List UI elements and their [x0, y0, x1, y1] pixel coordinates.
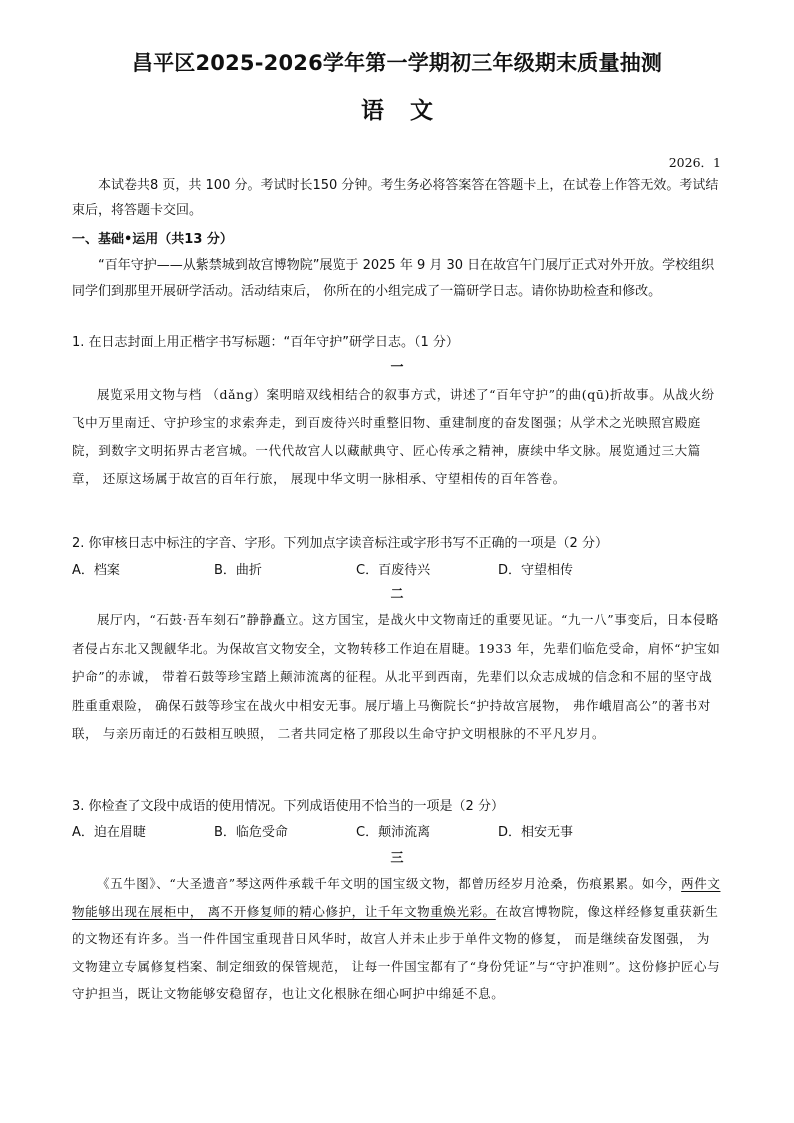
option-a: A．档案: [72, 563, 120, 578]
question-3-options: [72, 821, 732, 840]
option-c: C．颠沛流离: [356, 825, 431, 840]
section-heading: 一、基础•运用（共13 分）: [72, 232, 233, 247]
part-mark-2: 二: [390, 587, 404, 602]
part-mark-3: 三: [390, 851, 404, 866]
subject-title: 语 文: [360, 97, 433, 124]
exam-instructions: 本试卷共8 页，共 100 分。考试时长150 分钟。考生务必将答案答在答题卡上，在试卷上作答无效。考试结束后，将答题卡交回。: [72, 178, 719, 218]
question-2-options: [72, 559, 732, 578]
question-2: 2. 你审核日志中标注的字音、字形。下列加点字读音标注或字形书写不正确的一项是（2 分）: [72, 536, 608, 551]
section-intro: “百年守护——从紫禁城到故宫博物院”展览于 2025 年 9 月 30 日在故宫午门展厅正式对外开放。学校组织同学们到那里开展研学活动。活动结束后， 你所在的小组完成了一篇研学日志。请你协助检查和修改。: [72, 258, 715, 299]
exam-date: 2026．1: [668, 155, 721, 170]
option-a: A．迫在眉睫: [72, 825, 146, 840]
exam-title: 昌平区2025-2026学年第一学期初三年级期末质量抽测: [131, 51, 663, 75]
option-b: B．临危受命: [214, 825, 288, 840]
part-mark-1: 一: [390, 360, 404, 375]
paragraph-text: 在故宫博物院，像这样经修复重获新生的文物还有许多。当一件件国宝重现昔日风华时，故宫人并未止步于单件文物的修复， 而是继续奋发图强， 为文物建立专属修复档案、制定细致的保管规范， 让每一件国宝都有了“身份凭证”与“守护准则”。这份修护匠心与守护担当，既让文物能够安稳留存，也让文化根脉在细心呵护中绵延不息。: [72, 903, 721, 1001]
option-d: D．守望相传: [498, 563, 574, 578]
underlined-sentence: 两件文物能够出现在展柜中， 离不开修复师的精心修护，让千年文物重焕光彩。: [72, 876, 721, 919]
question-3: 3. 你检查了文段中成语的使用情况。下列成语使用不恰当的一项是（2 分）: [72, 799, 504, 814]
diary-part-1: 展览采用文物与档 （dǎng）案明暗双线相结合的叙事方式，讲述了“百年守护”的曲(qū)折故事。从战火纷飞中万里南迁、守护珍宝的求索奔走，到百废待兴时重整旧物、重建制度的奋发图强；从学术之光映照宫殿庭院，到数字文明拓界古老宫城。一代代故宫人以藏献典守、匠心传承之精神，赓续中华文脉。展览通过三大篇章， 还原这场属于故宫的百年行旅， 展现中华文明一脉相承、守望相传的百年答卷。: [72, 387, 715, 486]
diary-part-3: [72, 870, 722, 1008]
option-b: B．曲折: [214, 563, 262, 578]
option-d: D．相安无事: [498, 825, 574, 840]
option-c: C．百废待兴: [356, 563, 431, 578]
diary-part-2: 展厅内，“石鼓·吾车刻石”静静矗立。这方国宝，是战火中文物南迁的重要见证。“九一八”事变后，日本侵略者侵占东北又觊觎华北。为保故宫文物安全，文物转移工作迫在眉睫。1933 年，先辈们临危受命，肩怀“护宝如护命”的赤诚， 带着石鼓等珍宝踏上颠沛流离的征程。从北平到西南，先辈们以众志成城的信念和不屈的坚守战胜重重艰险， 确保石鼓等珍宝在战火中相安无事。展厅墙上马衡院长“护持故宫展物， 弗作峨眉高公”的著书对联， 与亲历南迁的石鼓相互映照， 二者共同定格了那段以生命守护文明根脉的不平凡岁月。: [72, 612, 721, 741]
question-1: 1. 在日志封面上用正楷字书写标题：“百年守护”研学日志。（1 分）: [72, 335, 459, 350]
paragraph-text: 《五牛图》、“大圣遗音”琴这两件承载千年文明的国宝级文物，都曾历经岁月沧桑，伤痕累累。如今，: [97, 876, 682, 891]
